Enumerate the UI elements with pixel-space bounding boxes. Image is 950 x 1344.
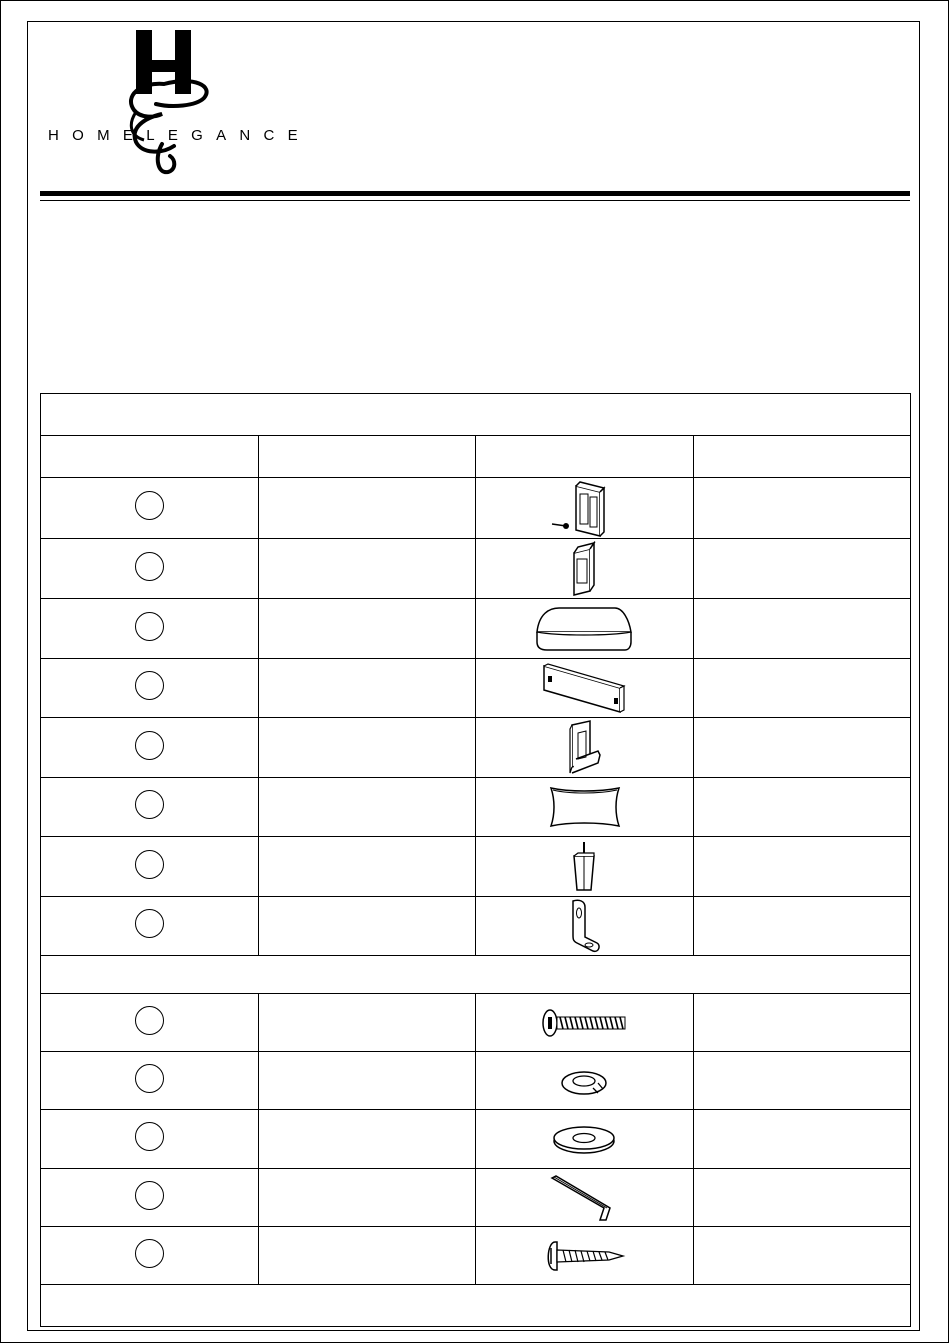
header-quantity bbox=[693, 436, 911, 478]
part-quantity bbox=[693, 1227, 911, 1285]
allen-key-icon bbox=[544, 1172, 624, 1224]
part-quantity bbox=[693, 1052, 911, 1110]
rail-board-icon bbox=[534, 660, 634, 716]
header-picture bbox=[476, 436, 694, 478]
table-title bbox=[41, 394, 911, 436]
part-number-circle bbox=[135, 909, 164, 938]
header-description bbox=[258, 436, 476, 478]
lock-washer-icon bbox=[554, 1061, 614, 1101]
part-name bbox=[258, 1052, 476, 1110]
table-row bbox=[41, 778, 911, 837]
part-name bbox=[258, 1169, 476, 1227]
part-name bbox=[258, 478, 476, 539]
table-row bbox=[41, 1052, 911, 1110]
part-name bbox=[258, 718, 476, 778]
flat-washer-icon bbox=[549, 1119, 619, 1159]
homelegance-logo bbox=[44, 24, 294, 184]
part-number-circle bbox=[135, 850, 164, 879]
part-quantity bbox=[693, 1110, 911, 1169]
wood-screw-icon bbox=[539, 1236, 629, 1276]
part-quantity bbox=[693, 1169, 911, 1227]
l-bracket-icon bbox=[559, 897, 609, 955]
back-cushion-icon bbox=[539, 782, 629, 832]
bolt-icon bbox=[534, 1003, 634, 1043]
side-panel-icon bbox=[544, 541, 624, 597]
part-name bbox=[258, 897, 476, 956]
table-row bbox=[41, 718, 911, 778]
part-number-circle bbox=[135, 671, 164, 700]
part-name bbox=[258, 659, 476, 718]
header-rule bbox=[40, 191, 910, 196]
table-header-row bbox=[41, 436, 911, 478]
table-row bbox=[41, 897, 911, 956]
table-row bbox=[41, 837, 911, 897]
part-number-circle bbox=[135, 731, 164, 760]
part-name bbox=[258, 1110, 476, 1169]
table-row bbox=[41, 478, 911, 539]
table-row bbox=[41, 659, 911, 718]
part-name bbox=[258, 539, 476, 599]
part-quantity bbox=[693, 897, 911, 956]
header-rule-thin bbox=[40, 200, 910, 201]
part-name bbox=[258, 994, 476, 1052]
back-panel-icon bbox=[554, 719, 614, 777]
table-row bbox=[41, 1169, 911, 1227]
table-row bbox=[41, 1227, 911, 1285]
part-quantity bbox=[693, 539, 911, 599]
part-number-circle bbox=[135, 1181, 164, 1210]
table-row bbox=[41, 994, 911, 1052]
part-name bbox=[258, 599, 476, 659]
part-number-circle bbox=[135, 1122, 164, 1151]
part-name bbox=[258, 837, 476, 897]
part-name bbox=[258, 1227, 476, 1285]
table-row bbox=[41, 599, 911, 659]
hardware-section-label bbox=[41, 956, 911, 994]
part-quantity bbox=[693, 599, 911, 659]
parts-table bbox=[40, 393, 911, 1327]
part-number-circle bbox=[135, 552, 164, 581]
table-row bbox=[41, 1110, 911, 1169]
leg-icon bbox=[564, 840, 604, 894]
side-panel-with-bolt-icon bbox=[544, 478, 624, 538]
part-name bbox=[258, 778, 476, 837]
logo-wordmark: HOMELEGANCE bbox=[48, 127, 311, 144]
table-title-row bbox=[41, 394, 911, 436]
part-number-circle bbox=[135, 1239, 164, 1268]
part-quantity bbox=[693, 478, 911, 539]
part-number-circle bbox=[135, 491, 164, 520]
part-number-circle bbox=[135, 790, 164, 819]
seat-cushion-icon bbox=[529, 604, 639, 654]
part-number-circle bbox=[135, 1006, 164, 1035]
part-quantity bbox=[693, 994, 911, 1052]
header-number bbox=[41, 436, 259, 478]
table-row bbox=[41, 539, 911, 599]
table-footer-row bbox=[41, 1285, 911, 1327]
part-quantity bbox=[693, 837, 911, 897]
part-quantity bbox=[693, 778, 911, 837]
table-footer bbox=[41, 1285, 911, 1327]
part-number-circle bbox=[135, 1064, 164, 1093]
part-quantity bbox=[693, 659, 911, 718]
hardware-section-row bbox=[41, 956, 911, 994]
part-number-circle bbox=[135, 612, 164, 641]
part-quantity bbox=[693, 718, 911, 778]
